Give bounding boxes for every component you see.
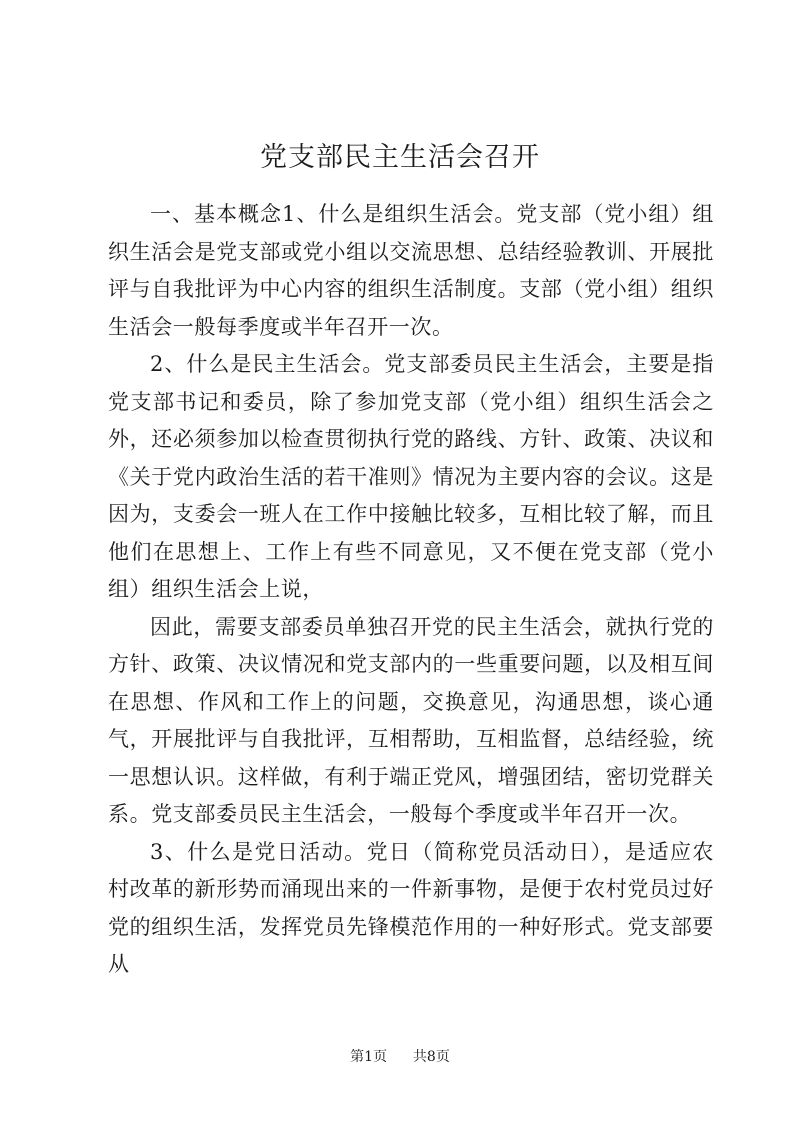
page-total: 共8页 bbox=[412, 1049, 450, 1065]
document-body bbox=[108, 196, 714, 984]
paragraph-4: 3、什么是党日活动。党日（简称党员活动日），是适应农村改革的新形势而涌现出来的一件新事物，是便于农村党员过好党的组织生活，发挥党员先锋模范作用的一种好形式。党支部要从 bbox=[108, 839, 714, 976]
paragraph-1: 一、基本概念1、什么是组织生活会。党支部（党小组）组织生活会是党支部或党小组以交流思想、总结经验教训、开展批评与自我批评为中心内容的组织生活制度。支部（党小组）组织生活会一般每季度或半年召开一次。 bbox=[108, 202, 714, 339]
page-footer bbox=[0, 1047, 800, 1067]
page-title: 党支部民主生活会召开 bbox=[260, 142, 540, 173]
paragraph-2: 2、什么是民主生活会。党支部委员民主生活会，主要是指党支部书记和委员，除了参加党支部（党小组）组织生活会之外，还必须参加以检查贯彻执行党的路线、方针、政策、决议和《关于党内政治生活的若干准则》情况为主要内容的会议。这是因为，支委会一班人在工作中接触比较多，互相比较了解，而且他们在思想上、工作上有些不同意见，又不便在党支部（党小组）组织生活会上说， bbox=[108, 352, 714, 601]
paragraph-3: 因此，需要支部委员单独召开党的民主生活会，就执行党的方针、政策、决议情况和党支部内的一些重要问题，以及相互间在思想、作风和工作上的问题，交换意见，沟通思想，谈心通气，开展批评与自我批评，互相帮助，互相监督，总结经验，统一思想认识。这样做，有利于端正党风，增强团结，密切党群关系。党支部委员民主生活会，一般每个季度或半年召开一次。 bbox=[108, 614, 714, 826]
page-number: 第1页 bbox=[350, 1049, 388, 1065]
